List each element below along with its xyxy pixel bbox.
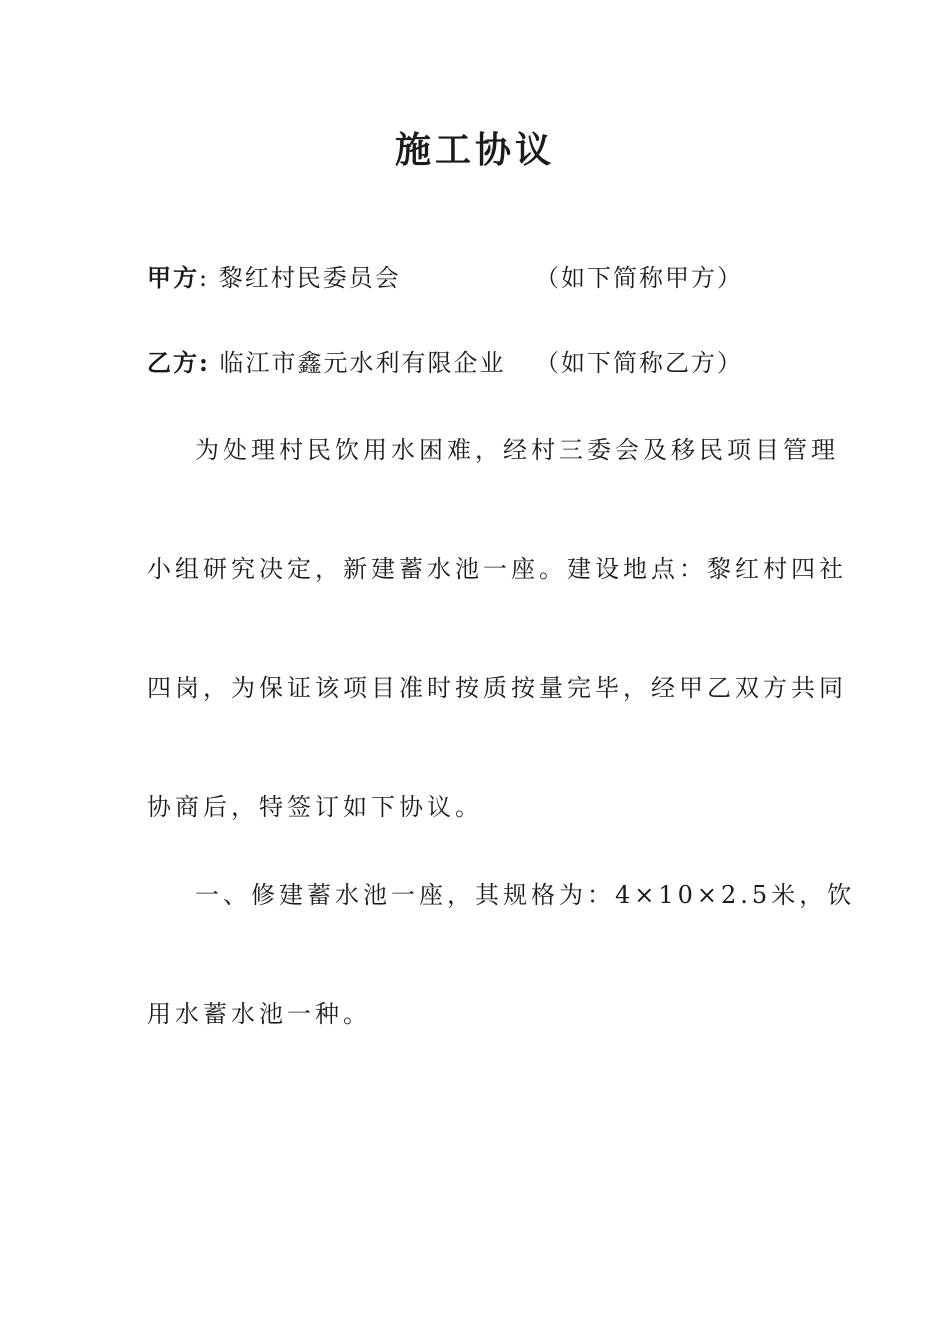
body-line: 用水蓄水池一种。 xyxy=(147,1000,371,1028)
party-a-abbr: （如下简称甲方） xyxy=(535,264,743,292)
party-b-name: 临江市鑫元水利有限企业 xyxy=(219,349,506,377)
body-line: 协商后，特签订如下协议。 xyxy=(147,793,483,821)
body-line: 四岗，为保证该项目准时按质按量完毕，经甲乙双方共同 xyxy=(147,674,847,702)
party-b-abbr: （如下简称乙方） xyxy=(535,349,743,377)
document-title: 施工协议 xyxy=(394,129,555,171)
body-line: 一、修建蓄水池一座，其规格为：4×10×2.5米，饮 xyxy=(195,881,856,909)
body-line: 为处理村民饮用水困难，经村三委会及移民项目管理 xyxy=(195,436,839,464)
body-line: 小组研究决定，新建蓄水池一座。建设地点：黎红村四社 xyxy=(147,555,847,583)
party-a-line xyxy=(147,262,743,294)
party-a-role: 甲方 xyxy=(147,263,199,292)
party-a-colon: : xyxy=(199,264,210,292)
party-a-name: 黎红村民委员会 xyxy=(218,264,401,292)
party-b-role: 乙方: xyxy=(147,348,210,377)
party-b-line xyxy=(147,347,743,379)
